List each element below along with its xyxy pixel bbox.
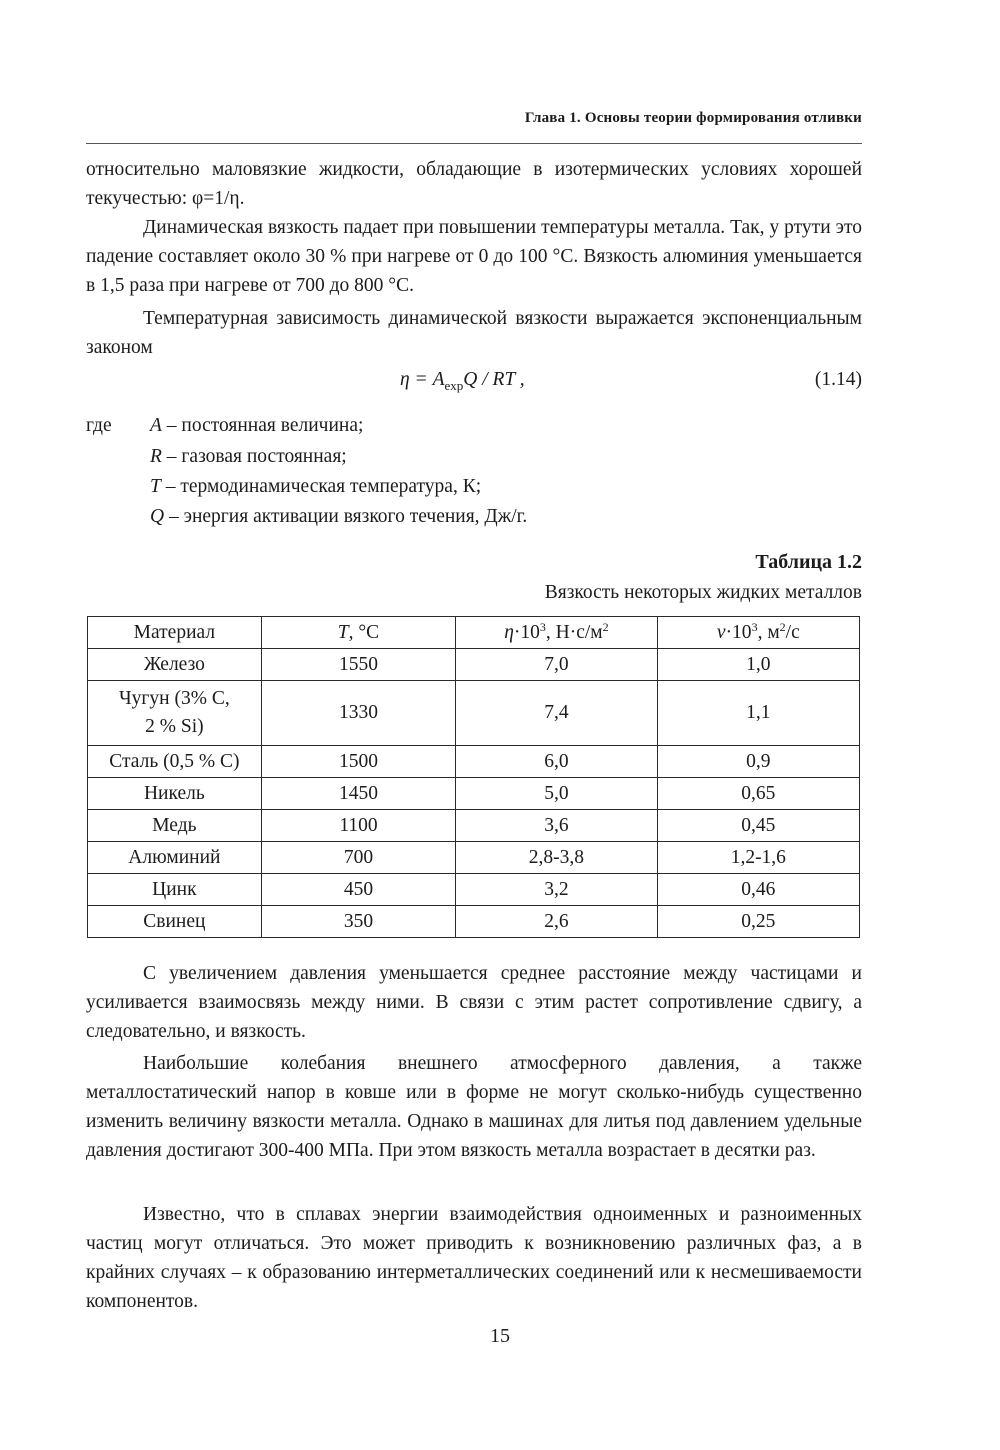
cell-kinematic-viscosity: 1,1 [657, 681, 859, 746]
running-header: Глава 1. Основы теории формирования отливки [524, 110, 862, 126]
cell-temperature: 1100 [261, 810, 455, 842]
where-item-q: Q – энергия активации вязкого течения, Дж/г. [150, 506, 528, 527]
header-dynamic-viscosity: $\eta\cdot 10^3$, $Н\cdot с/м^2$ [456, 617, 657, 649]
cell-dynamic-viscosity: 3,2 [456, 874, 657, 906]
cell-temperature: 1330 [261, 681, 455, 746]
table-row [88, 746, 860, 778]
table-row [88, 810, 860, 842]
viscosity-table [87, 616, 860, 938]
header-kinematic-viscosity: $\nu\cdot 10^3$, $м^2/с$ [657, 617, 859, 649]
where-item-a: A – постоянная величина; [150, 415, 364, 436]
cell-kinematic-viscosity: 1,2-1,6 [657, 842, 859, 874]
cell-temperature: 1450 [261, 778, 455, 810]
cell-kinematic-viscosity: 0,25 [657, 906, 859, 938]
formula-1-14 [0, 369, 1000, 399]
cell-material: Свинец [88, 906, 262, 938]
header-temperature: T, °С [261, 617, 455, 649]
cell-dynamic-viscosity: 7,0 [456, 649, 657, 681]
paragraph-fluidity: относительно маловязкие жидкости, обладающие в изотермических условиях хорошей текучестью: φ=1/η. [86, 159, 862, 209]
paragraph-viscosity-temperature: Динамическая вязкость падает при повышении температуры металла. Так, у ртути это падение составляет около 30 % при нагреве от 0 до 100 °С. Вязкость алюминия уменьшается в 1,5 раза при нагреве от 700 до 800 °С. [86, 217, 862, 296]
cell-temperature: 700 [261, 842, 455, 874]
table-header-row [88, 617, 860, 649]
cell-kinematic-viscosity: 0,45 [657, 810, 859, 842]
cell-temperature: 350 [261, 906, 455, 938]
cell-material: Железо [88, 649, 262, 681]
table-row [88, 681, 860, 746]
cell-material: Цинк [88, 874, 262, 906]
header-material: Материал [88, 617, 262, 649]
cell-kinematic-viscosity: 0,46 [657, 874, 859, 906]
page-number: 15 [490, 1325, 510, 1347]
cell-dynamic-viscosity: 2,6 [456, 906, 657, 938]
cell-dynamic-viscosity: 2,8-3,8 [456, 842, 657, 874]
table-row [88, 778, 860, 810]
paragraph-die-casting-pressure: Наибольшие колебания внешнего атмосферного давления, а также металлостатический напор в ковше или в форме не могут сколько-нибудь существенно изменить величину вязкости металла. Однако в машинах для литья под давлением удельные давления достигают 300-400 МПа. При этом вязкость металла возрастает в десятки раз. [86, 1053, 862, 1161]
formula-number: (1.14) [814, 369, 862, 390]
cell-temperature: 1500 [261, 746, 455, 778]
where-item-r: R – газовая постоянная; [150, 446, 347, 467]
cell-material: Чугун (3% С, 2 % Si) [88, 681, 262, 746]
cell-kinematic-viscosity: 0,65 [657, 778, 859, 810]
paragraph-pressure-effect: С увеличением давления уменьшается среднее расстояние между частицами и усиливается взаимосвязь между ними. В связи с этим растет сопротивление сдвигу, а следовательно, и вязкость. [86, 963, 862, 1042]
cell-dynamic-viscosity: 7,4 [456, 681, 657, 746]
cell-dynamic-viscosity: 5,0 [456, 778, 657, 810]
cell-dynamic-viscosity: 6,0 [456, 746, 657, 778]
paragraph-exponential-law: Температурная зависимость динамической вязкости выражается экспоненциальным законом [86, 308, 862, 358]
cell-temperature: 1550 [261, 649, 455, 681]
cell-temperature: 450 [261, 874, 455, 906]
cell-material: Сталь (0,5 % С) [88, 746, 262, 778]
table-row [88, 842, 860, 874]
formula-expression: $\eta = A_{exp}Q$ / RT , [400, 369, 525, 393]
header-divider [86, 143, 862, 144]
where-label: где [86, 415, 112, 436]
cell-kinematic-viscosity: 0,9 [657, 746, 859, 778]
table-row [88, 649, 860, 681]
cell-dynamic-viscosity: 3,6 [456, 810, 657, 842]
where-item-t: T – термодинамическая температура, К; [150, 476, 482, 497]
cell-material: Никель [88, 778, 262, 810]
table-row [88, 874, 860, 906]
cell-kinematic-viscosity: 1,0 [657, 649, 859, 681]
cell-material: Алюминий [88, 842, 262, 874]
table-number: Таблица 1.2 [755, 551, 862, 573]
paragraph-alloy-interaction: Известно, что в сплавах энергии взаимодействия одноименных и разноименных частиц могут отличаться. Это может приводить к возникновению различных фаз, а в крайних случаях – к образованию интерметаллических соединений или к несмешиваемости компонентов. [86, 1204, 862, 1312]
table-caption: Вязкость некоторых жидких металлов [544, 582, 862, 603]
table-row [88, 906, 860, 938]
cell-material: Медь [88, 810, 262, 842]
